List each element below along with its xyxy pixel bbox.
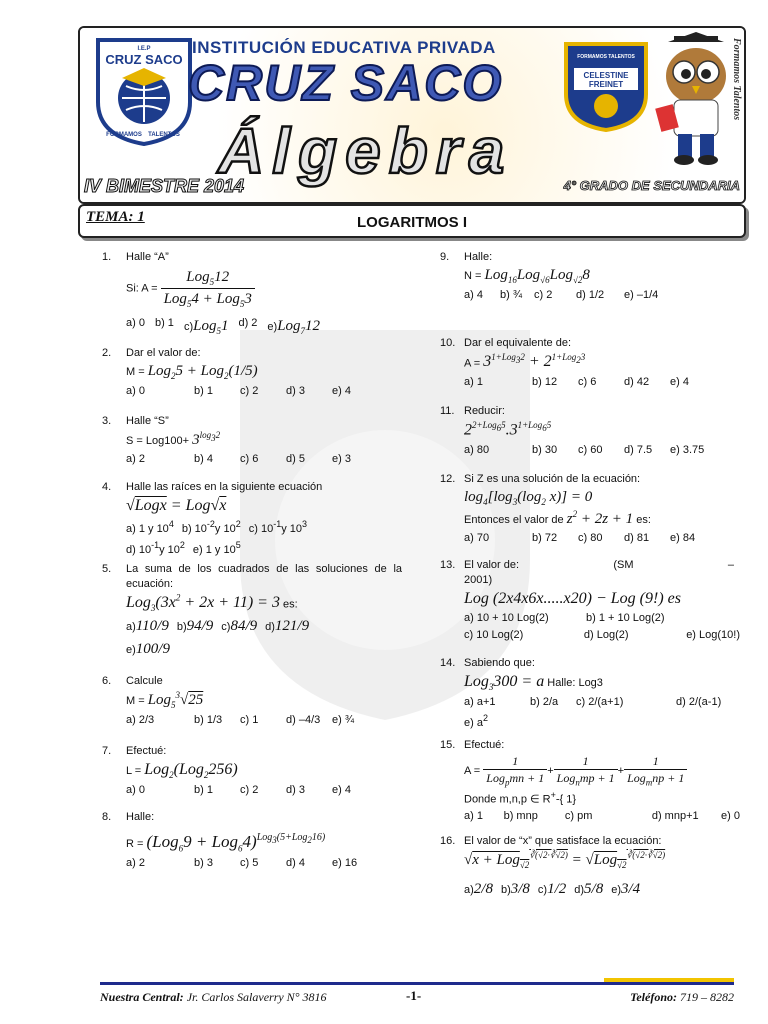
answer-options: a) 1 b) 12 c) 6 d) 42 e) 4 — [464, 375, 689, 388]
question-number: 13. — [440, 559, 456, 571]
answer-options: a)2/8 b)3/8 c)1/2 d)5/8 e)3/4 — [464, 880, 641, 897]
question-1 — [102, 250, 402, 337]
question-number: 14. — [440, 657, 456, 669]
header-banner — [78, 26, 746, 204]
footer-line-blue — [100, 982, 734, 985]
question-text: Si Z es una solución de la ecuación: — [464, 473, 641, 485]
question-number: 11. — [440, 405, 455, 417]
question-8 — [102, 810, 402, 871]
celestine-freinet-logo — [560, 38, 652, 134]
question-expression: M = Log$_2$5 + Log$_2$(1/5) — [126, 362, 258, 381]
answer-options-row-2: d) $10^{-1}y$ $10^2$ e) 1 y $10^5$ — [126, 539, 241, 556]
question-number: 3. — [102, 415, 112, 427]
question-13 — [440, 558, 740, 643]
question-expression: $Log_3(3x^2 + 2x + 11) = 3$ es: — [126, 592, 298, 614]
question-number: 16. — [440, 835, 456, 847]
answer-options: a) 1 b) mnp c) pm d) mnp+1 e) 0 — [464, 810, 740, 823]
question-9 — [440, 250, 740, 303]
question-expression: Log (2x4x6x.....x20) − Log (9!) es — [464, 589, 681, 607]
question-2 — [102, 346, 402, 399]
question-7 — [102, 744, 402, 798]
bimestre-label: IV BIMESTRE 2014 — [84, 176, 245, 196]
question-text-2: Donde m,n,p ∈ R+-{ 1} — [464, 789, 577, 806]
question-number: 15. — [440, 739, 456, 751]
page-number: -1- — [406, 988, 422, 1003]
question-5 — [102, 562, 402, 659]
option-e: e)Log$_7$12 — [267, 318, 321, 337]
question-text-2: 2001) — [464, 573, 493, 586]
tema-bar — [78, 204, 746, 238]
question-number: 12. — [440, 473, 456, 485]
question-expression: $\log_4[\log_3(\log_2$ x)] = 0 — [464, 488, 593, 507]
school-name: CRUZ SACO — [188, 55, 504, 111]
footer-address: Nuestra Central: Jr. Carlos Salaverry N° 3816 — [100, 990, 327, 1004]
answer-options: a) a+1 b) 2/a c) 2/(a+1) d) 2/(a-1) — [464, 696, 722, 709]
question-3 — [102, 414, 402, 467]
subject-title: Álgebra — [218, 115, 513, 187]
answer-options: a) 2 b) 3 c) 5 d) 4 e) 16 — [126, 857, 358, 870]
question-text: El valor de: (SM – — [464, 559, 734, 571]
question-number: 2. — [102, 347, 112, 359]
answer-options: a) 70 b) 72 c) 80 d) 81 e) 84 — [464, 532, 696, 545]
tema-label: TEMA: 1 — [86, 209, 145, 225]
answer-options: a) 0 b) 1 c) 2 d) 3 e) 4 — [126, 384, 351, 397]
option-c: c)Log$_5$1 — [183, 318, 229, 337]
question-10 — [440, 336, 740, 390]
answer-option-e: e) $a^2$ — [464, 713, 488, 729]
question-text: Halle las raíces en la siguiente ecuación — [126, 481, 323, 493]
question-number: 4. — [102, 481, 112, 493]
question-expression: $A = 3^{1+Log_32} + 2^{1+Log_23}$ — [464, 351, 586, 371]
logo-mid-top: FORMAMOS TALENTOS — [577, 54, 635, 60]
answer-options: a) 80 b) 30 c) 60 d) 7.5 e) 3.75 — [464, 443, 705, 456]
option-a: a) 0 — [126, 317, 145, 330]
answer-options: a) 4 b) ¾ c) 2 d) 1/2 e) –1/4 — [464, 288, 659, 301]
question-number: 1. — [102, 251, 112, 263]
logo-left-top: I.E.P — [137, 46, 151, 52]
question-text: Calcule — [126, 675, 163, 687]
question-expression: $2^{2+Log_65}.3^{1+Log_65}$ — [464, 419, 552, 439]
answer-options: a) 2 b) 4 c) 6 d) 5 e) 3 — [126, 453, 351, 466]
question-number: 6. — [102, 675, 112, 687]
question-4 — [102, 480, 402, 557]
question-expression: $R = (Log_69 + Log_64)^{Log_3(5+Log_216)}$ — [126, 831, 326, 854]
answer-options-row-1: a) 1 y $10^4$ b) $10^{-2}y$ $10^2$ c) $10^{-1}y$ $10^3$ — [126, 519, 308, 536]
question-text: El valor de “x” que satisface la ecuación: — [464, 835, 662, 847]
question-text: Halle “S” — [126, 415, 169, 427]
option-d: d) 2 — [238, 317, 258, 330]
question-15 — [440, 738, 740, 824]
question-text: Halle “A” — [126, 251, 169, 263]
logo-left-bottom-left: FORMAMOS — [106, 132, 142, 138]
question-6 — [102, 674, 402, 728]
question-text: Sabiendo que: — [464, 657, 535, 669]
question-number: 7. — [102, 745, 112, 757]
answer-options: a) 0 b) 1 c) 2 d) 3 e) 4 — [126, 784, 351, 797]
question-number: 9. — [440, 251, 450, 263]
question-text: Reducir: — [464, 405, 505, 417]
question-expression: $S = Log100+ 3^{log_32}$ — [126, 429, 221, 448]
tema-title: LOGARITMOS I — [357, 214, 467, 231]
school-crest-logo — [92, 36, 196, 148]
answer-options-row-2: c) 10 Log(2) d) Log(2) e) Log(10!) — [464, 629, 740, 642]
question-14 — [440, 656, 740, 731]
question-expression: A = $\frac{1}{Log_pmn + 1}$ + $\frac{1}{Log_nmp + 1}$ + $\frac{1}{Log_mnp + 1}$ — [464, 753, 740, 789]
question-number: 5. — [102, 563, 112, 575]
question-text: La suma de los cuadrados de las soluciones de la ecuación: — [126, 563, 402, 590]
fraction: $\frac{Log_512}{Log_54 + Log_53}$ — [161, 267, 255, 310]
question-expression: √x + Log$_{√2}^{∛(√2\cdot∛√2)}$ = √Log$_{√2}^{∛(√2\cdot∛√2)}$ — [464, 849, 666, 870]
question-11 — [440, 404, 740, 458]
answer-options — [126, 316, 402, 337]
grado-label: 4° GRADO DE SECUNDARIA — [563, 178, 740, 193]
question-text: Efectué: — [464, 739, 505, 751]
question-number: 10. — [440, 337, 456, 349]
answer-options-row-1: a) 10 + 10 Log(2) b) 1 + 10 Log(2) — [464, 612, 665, 625]
question-text: Halle: — [464, 251, 493, 263]
question-expression: Si: A = $\frac{Log_512}{Log_54 + Log_53}$ — [126, 267, 402, 310]
question-expression: √Logx = Log√x — [126, 496, 227, 514]
question-text-2: Entonces el valor de $z^2 + 2z + 1$ es: — [464, 508, 651, 527]
question-16 — [440, 834, 740, 899]
logo-left-bottom-right: TALENTOS — [148, 132, 180, 138]
logo-mid-line2: FREINET — [588, 80, 624, 89]
question-number: 8. — [102, 811, 112, 823]
page-footer — [100, 982, 734, 1012]
question-text: Halle: — [126, 811, 155, 823]
question-expression: N = Log$_{16}$Log$_{√6}$Log$_{√2}$8 — [464, 266, 590, 285]
answer-option-e: e)100/9 — [126, 640, 170, 657]
answer-options: a)110/9 b)94/9 c)84/9 d)121/9 — [126, 618, 310, 635]
question-expression: L = Log$_2$(Log$_2$256) — [126, 760, 238, 781]
question-12 — [440, 472, 740, 546]
option-b: b) 1 — [154, 317, 174, 330]
answer-options: a) 2/3 b) 1/3 c) 1 d) –4/3 e) ¾ — [126, 713, 355, 726]
question-text: Dar el valor de: — [126, 347, 201, 359]
question-text: Dar el equivalente de: — [464, 337, 572, 349]
question-expression: Log$_3$300 = a Halle: Log3 — [464, 672, 603, 693]
footer-phone: Teléfono: 719 – 8282 — [630, 990, 734, 1004]
question-text: Efectué: — [126, 745, 167, 757]
slogan-text: Formamos Talentos — [731, 38, 742, 121]
logo-left-name: CRUZ SACO — [105, 52, 183, 67]
institution-name: INSTITUCIÓN EDUCATIVA PRIVADA — [192, 38, 496, 57]
footer-line-yellow — [604, 978, 734, 982]
logo-mid-line1: CELESTINE — [583, 71, 629, 80]
question-expression: M = Log$_5^3$√25 — [126, 689, 204, 710]
